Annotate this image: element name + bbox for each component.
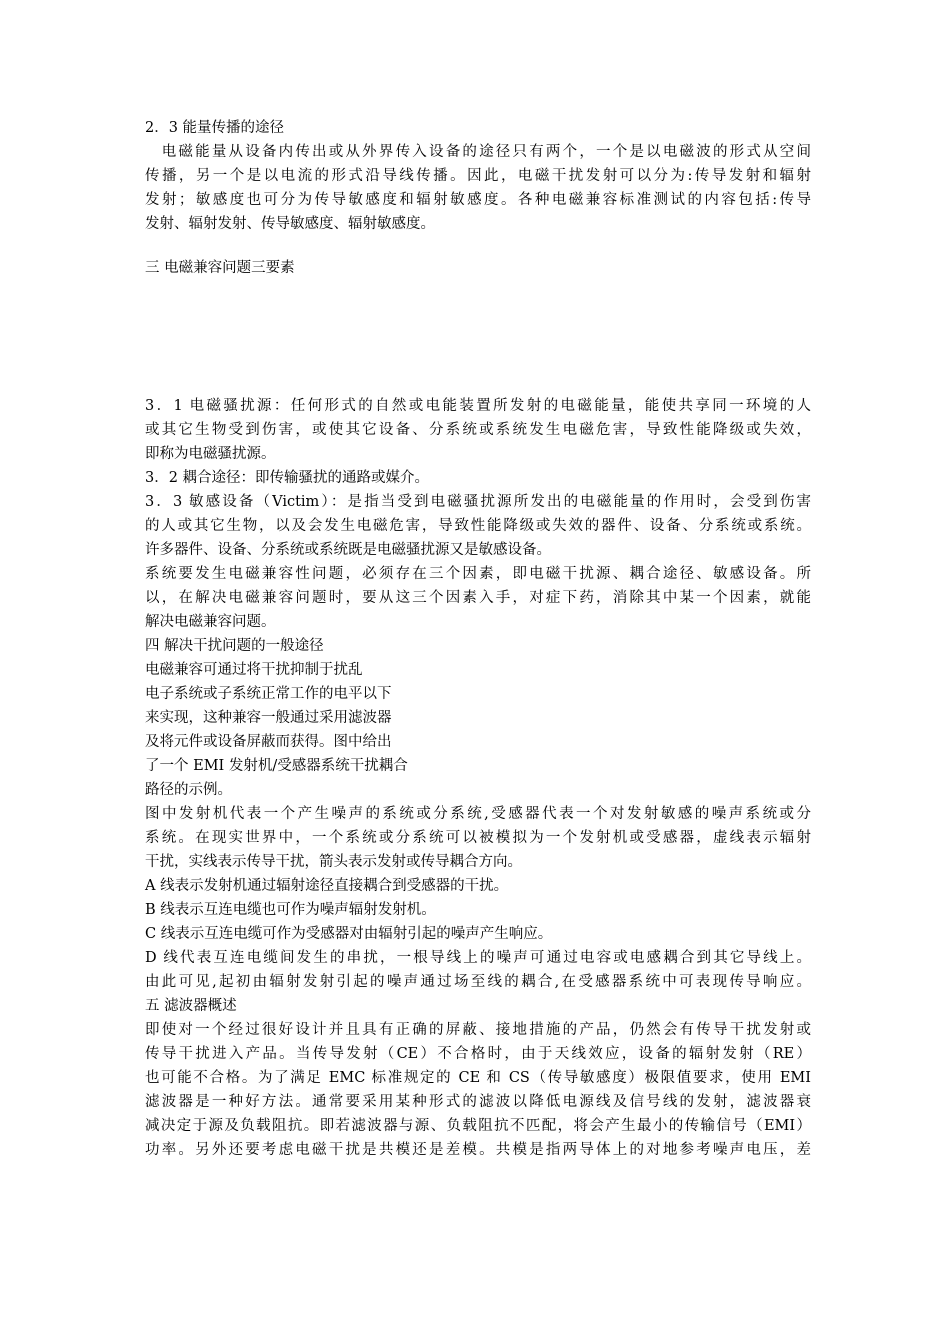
text-line: B 线表示互连电缆也可作为噪声辐射发射机。: [145, 902, 436, 918]
text-line: 也可能不合格。为了满足 EMC 标准规定的 CE 和 CS（传导敏感度）极限值要求，使用 EMI: [145, 1070, 811, 1086]
text-line: 来实现，这种兼容一般通过采用滤波器: [145, 710, 392, 726]
text-line: C 线表示互连电缆可作为受感器对由辐射引起的噪声产生响应。: [145, 926, 553, 942]
text-line: 的人或其它生物，以及会发生电磁危害，导致性能降级或失效的器件、设备、分系统或系统。: [145, 518, 811, 534]
text-line: 即称为电磁骚扰源。: [145, 446, 276, 462]
text-line: 3．2 耦合途径：即传输骚扰的通路或媒介。: [145, 470, 430, 486]
figure-placeholder: [145, 280, 811, 394]
text-line: 四 解决干扰问题的一般途径: [145, 638, 324, 654]
text-line: 发射、辐射发射、传导敏感度、辐射敏感度。: [145, 216, 435, 232]
text-line: 系统要发生电磁兼容性问题，必须存在三个因素，即电磁干扰源、耦合途径、敏感设备。所: [145, 566, 811, 582]
text-line: 3．1 电磁骚扰源：任何形式的自然或电能装置所发射的电磁能量，能使共享同一环境的人: [145, 398, 811, 414]
text-line: 了一个 EMI 发射机/受感器系统干扰耦合: [145, 758, 408, 774]
text-line: 传导干扰进入产品。当传导发射（CE）不合格时，由于天线效应，设备的辐射发射（RE）: [145, 1046, 811, 1062]
text-line: 电子系统或子系统正常工作的电平以下: [145, 686, 392, 702]
text-line: A 线表示发射机通过辐射途径直接耦合到受感器的干扰。: [145, 878, 509, 894]
text-line: 3．3 敏感设备（Victim）：是指当受到电磁骚扰源所发出的电磁能量的作用时，会受到伤害: [145, 494, 811, 510]
text-line: 及将元件或设备屏蔽而获得。图中给出: [145, 734, 392, 750]
text-line: D 线代表互连电缆间发生的串扰，一根导线上的噪声可通过电容或电感耦合到其它导线上。: [145, 950, 811, 966]
text-line: 传播，另一个是以电流的形式沿导线传播。因此，电磁干扰发射可以分为:传导发射和辐射: [145, 168, 811, 184]
text-line: 电磁能量从设备内传出或从外界传入设备的途径只有两个，一个是以电磁波的形式从空间: [145, 144, 811, 160]
text-line: 滤波器是一种好方法。通常要采用某种形式的滤波以降低电源线及信号线的发射，滤波器衰: [145, 1094, 811, 1110]
text-line: 系统。在现实世界中，一个系统或分系统可以被模拟为一个发射机或受感器，虚线表示辐射: [145, 830, 811, 846]
text-line: 图中发射机代表一个产生噪声的系统或分系统,受感器代表一个对发射敏感的噪声系统或分: [145, 806, 811, 822]
text-line: 路径的示例。: [145, 782, 232, 798]
text-line: 或其它生物受到伤害，或使其它设备、分系统或系统发生电磁危害，导致性能降级或失效，: [145, 422, 811, 438]
paragraph-gap: [145, 236, 811, 256]
text-line: 由此可见,起初由辐射发射引起的噪声通过场至线的耦合,在受感器系统中可表现传导响应。: [145, 974, 811, 990]
text-line: 干扰，实线表示传导干扰，箭头表示发射或传导耦合方向。: [145, 854, 522, 870]
text-line: 许多器件、设备、分系统或系统既是电磁骚扰源又是敏感设备。: [145, 542, 551, 558]
text-line: 功率。另外还要考虑电磁干扰是共模还是差模。共模是指两导体上的对地参考噪声电压，差: [145, 1142, 811, 1158]
text-line: 电磁兼容可通过将干扰抑制于扰乱: [145, 662, 363, 678]
text-line: 发射；敏感度也可分为传导敏感度和辐射敏感度。各种电磁兼容标准测试的内容包括:传导: [145, 192, 811, 208]
text-line: 五 滤波器概述: [145, 998, 237, 1014]
text-line: 2．3 能量传播的途径: [145, 120, 285, 136]
text-line: 三 电磁兼容问题三要素: [145, 260, 295, 276]
document-page: [145, 116, 811, 1162]
text-line: 解决电磁兼容问题。: [145, 614, 276, 630]
text-line: 以，在解决电磁兼容问题时，要从这三个因素入手，对症下药，消除其中某一个因素，就能: [145, 590, 811, 606]
text-line: 减决定于源及负载阻抗。即若滤波器与源、负载阻抗不匹配，将会产生最小的传输信号（EMI）: [145, 1118, 811, 1134]
text-line: 即使对一个经过很好设计并且具有正确的屏蔽、接地措施的产品，仍然会有传导干扰发射或: [145, 1022, 811, 1038]
